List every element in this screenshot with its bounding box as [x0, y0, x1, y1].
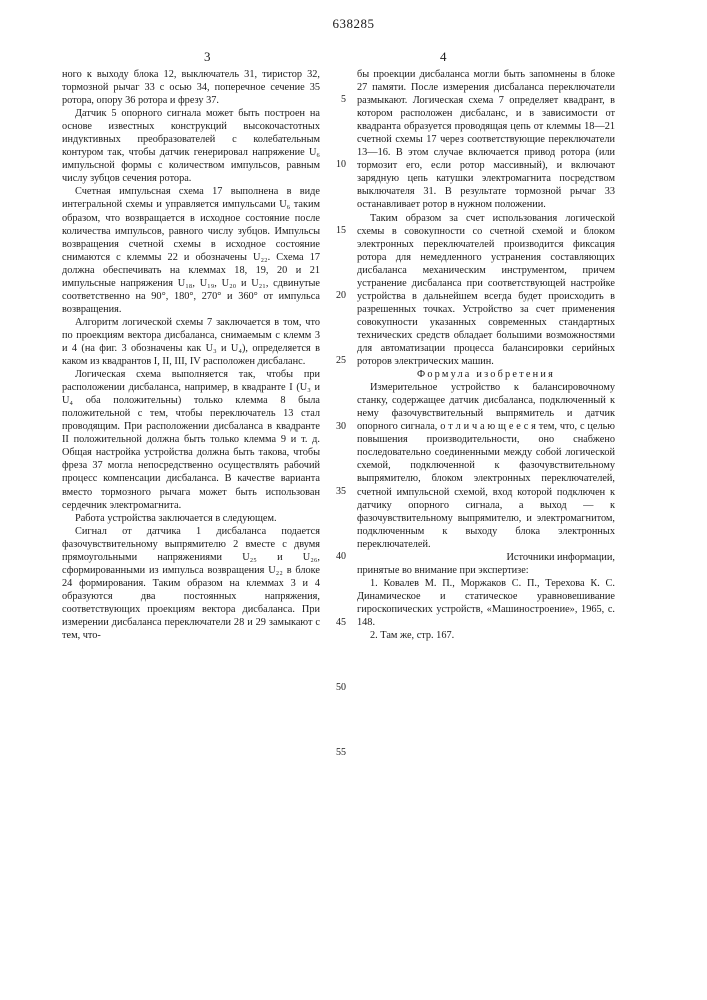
- line-number: 10: [336, 159, 346, 170]
- source-item: 1. Ковалев М. П., Моржаков С. П., Терехова К. С. Динамическое и статическое уравновешивание гироскопических устройств, «Машиностроение», 1965, с. 148.: [357, 577, 615, 628]
- text-column-right: [357, 68, 615, 642]
- column-number-left: 3: [204, 49, 211, 64]
- paragraph: Сигнал от датчика 1 дисбаланса подается фазочувствительному выпрямителю 2 вместе с двумя прямоугольными напряжениями U₂₅ и U₂₆, сформированными из импульса возвращения U₂₂ в блоке 24 формирования. Таким образом на клеммах 3 и 4 образуются два постоянных напряжения, соответствующих проекциям вектора дисбаланса. При измерении дисбаланса переключатели 28 и 29 замыкают с тем, что-: [62, 525, 320, 642]
- source-item: 2. Там же, стр. 167.: [370, 630, 455, 642]
- column-number-right: 4: [440, 49, 447, 64]
- paragraph: Датчик 5 опорного сигнала может быть построен на основе известных конструкций высокочастотных индуктивных преобразователей с колебательным контуром так, чтобы датчик генерировал напряжение U₆ импульсной формы с количеством импульсов, равным числу зубцов сечения ротора.: [62, 108, 320, 185]
- paragraph: Работа устройства заключается в следующем.: [75, 512, 277, 524]
- sources-subheading: принятые во внимание при экспертизе:: [357, 564, 529, 576]
- text-column-left: [62, 68, 320, 642]
- paragraph: Счетная импульсная схема 17 выполнена в виде интегральной схемы и управляется импульсами U₆ таким образом, что возвращается в исходное состояние после количества импульсов, равного числу зубцов. Импульсы возвращения счетной схемы в исходное состояние снимаются с клеммы 22 и обозначены U₂₂. Схема 17 должна обеспечивать на клеммах 18, 19, 20 и 21 импульсные напряжения U₁₈, U₁₉, U₂₀ и U₂₁, сдвинутые соответственно на 90°, 180°, 270° и 360° от импульса возвращения.: [62, 186, 320, 315]
- line-number: 25: [336, 355, 346, 366]
- formula-text: Измерительное устройство к балансировочному станку, содержащее датчик дисбаланса, подключенный к нему фазочувствительный выпрямитель и датчик опорного сигнала, о т л и ч а ю щ е е с я тем, что, с целью повышения производительности, оно снабжено последовательно соединенными между собой логической схемой, подключенной к фазочувствительному выпрямителю, блоком электронных переключателей, счетной импульсной схемой, вход которой подключен к датчику опорного сигнала, а выход — к фазочувствительному выпрямителю, и электромагнитом, подключенным к выходу блока электронных переключателей.: [357, 382, 615, 550]
- line-number: 30: [336, 421, 346, 432]
- paragraph: Таким образом за счет использования логической схемы в совокупности со счетной схемой и блоком электронных переключателей производится фиксация ротора для немедленного устранения составляющих дисбаланса механическим инструментом, причем устранение дисбаланса при соответствующей настройке устройства в дальнейшем всегда будет происходить в разрешенных точках. Устройство за счет применения совокупности указанных современных стандартных технических средств обладает большими возможностями для автоматизации процесса балансировки серийных роторов электрических машин.: [357, 212, 615, 368]
- line-number: 35: [336, 486, 346, 497]
- line-number: 15: [336, 225, 346, 236]
- line-number: 20: [336, 290, 346, 301]
- line-number: 40: [336, 551, 346, 562]
- patent-number: 638285: [332, 16, 375, 31]
- paragraph: бы проекции дисбаланса могли быть запомнены в блоке 27 памяти. После измерения дисбаланса переключатели размыкают. Логическая схема 7 определяет квадрант, в котором расположен дисбаланс, и в зависимости от квадранта образуется проводящая цепь от клеммы 18—21 счетной схемы 17 через соответствующие переключатели 13—16. В этом случае включается привод ротора (или тормозит его, если ротор массивный), и включают зарядную цепь катушки электромагнита посредством выключателя 31. В результате тормозной рычаг 33 останавливает ротор в нужном положении.: [357, 69, 615, 211]
- line-number: 50: [336, 682, 346, 693]
- line-number: 5: [341, 94, 346, 105]
- line-number: 45: [336, 617, 346, 628]
- line-number: 55: [336, 747, 346, 758]
- paragraph: Логическая схема выполняется так, чтобы при расположении дисбаланса, например, в квадранте I (U₃ и U₄ оба положительны) только клемма 8 была положительной с тем, чтобы переключатель 13 стал проводящим. При расположении дисбаланса в квадранте II положительной должна быть только клемма 9 и т. д. Общая настройка устройства должна быть такова, чтобы фреза 37 могла непосредственно осуществлять рабочий процесс компенсации дисбаланса. В качестве варианта вместо тормозного рычага может быть использован сердечник электромагнита.: [62, 369, 320, 511]
- paragraph: ного к выходу блока 12, выключатель 31, тиристор 32, тормозной рычаг 33 с осью 34, поперечное сечение 35 ротора, опору 36 ротора и фрезу 37.: [62, 69, 320, 107]
- sources-heading: Источники информации,: [506, 551, 615, 563]
- paragraph: Алгоритм логической схемы 7 заключается в том, что по проекциям вектора дисбаланса, снимаемым с клемм 3 и 4 (на фиг. 3 обозначены как U₃ и U₄), определяется в каком из квадрантов I, II, III, IV расположен дисбаланс.: [62, 316, 320, 368]
- formula-heading: Формула изобретения: [416, 369, 556, 381]
